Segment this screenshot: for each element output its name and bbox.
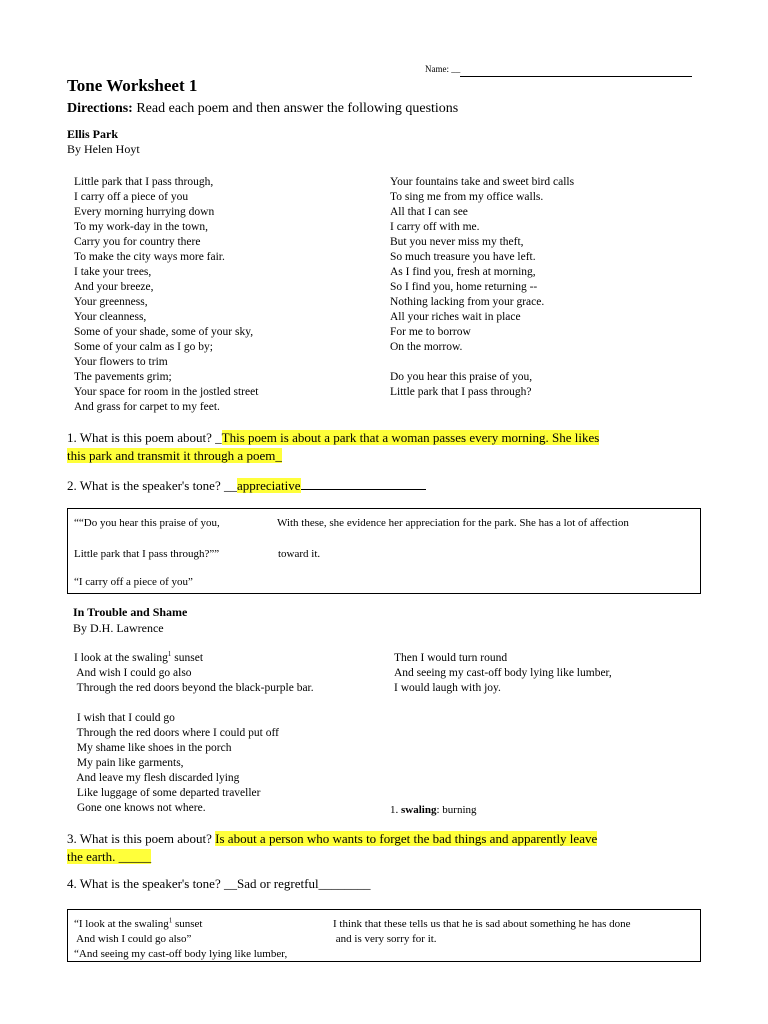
poem-line: My pain like garments, (74, 757, 184, 769)
poem-line: I would laugh with joy. (394, 682, 501, 694)
poem-line: All that I can see (390, 206, 468, 218)
question-2-blank-line (301, 475, 426, 490)
poem-line: So much treasure you have left. (390, 251, 536, 263)
poem-line: Some of your calm as I go by; (74, 341, 213, 353)
poem-line-text: I look at the swaling (74, 652, 168, 664)
question-3 (67, 831, 597, 847)
poem-line: Your space for room in the jostled street (74, 386, 259, 398)
poem-line: Little park that I pass through, (74, 176, 214, 188)
poem-line: Little park that I pass through? (390, 386, 532, 398)
question-2-answer: appreciative (236, 478, 301, 493)
poem-line: I carry off a piece of you (74, 191, 189, 203)
poem2-right-column (394, 651, 612, 696)
poem-line: And your breeze, (74, 281, 154, 293)
name-label: Name: __ (425, 64, 461, 74)
poem1-right-column (390, 175, 574, 400)
poem-line: Then I would turn round (394, 652, 508, 664)
poem-line: Some of your shade, some of your sky, (74, 326, 254, 338)
poem-line: The pavements grim; (74, 371, 172, 383)
poem-line: Your fountains take and sweet bird calls (390, 176, 575, 188)
question-1-answer-line2: this park and transmit it through a poem_ (67, 448, 282, 463)
poem-line: To my work-day in the town, (74, 221, 208, 233)
question-2-prompt: 2. What is the speaker's tone? __ (67, 478, 237, 493)
poem-line: My shame like shoes in the porch (74, 742, 232, 754)
poem2-left-stanza-2 (74, 711, 279, 816)
footnote-marker: 1 (167, 650, 172, 659)
footnote-term: swaling (401, 804, 437, 816)
question-3-continued (67, 849, 151, 865)
directions-label: Directions: (67, 101, 133, 116)
footnote-number: 1. (390, 804, 399, 816)
poem-line: I wish that I could go (74, 712, 175, 724)
question-3-prompt: 3. What is this poem about? (67, 831, 212, 846)
poem-line: Carry you for country there (74, 236, 201, 248)
box1-quote-2: Little park that I pass through?”” (74, 548, 220, 560)
poem1-author: By Helen Hoyt (67, 142, 140, 156)
poem-line: So I find you, home returning -- (390, 281, 538, 293)
question-1-answer-line1: This poem is about a park that a woman passes every morning. She likes (221, 430, 600, 445)
poem-line: All your riches wait in place (390, 311, 521, 323)
evidence-box-2 (67, 909, 701, 962)
poem-line: I carry off with me. (390, 221, 480, 233)
poem-line: Through the red doors where I could put off (74, 727, 279, 739)
box1-explanation-line2: toward it. (278, 548, 321, 560)
question-3-answer-line2: the earth. _____ (67, 849, 152, 864)
poem-line: Your greenness, (74, 296, 148, 308)
box2-explanation-line1: I think that these tells us that he is sad about something he has done (333, 918, 631, 930)
poem-line: I take your trees, (74, 266, 152, 278)
box2-quote-1-text: sunset (172, 918, 203, 930)
poem2-title: In Trouble and Shame (73, 605, 188, 619)
poem-line: Nothing lacking from your grace. (390, 296, 545, 308)
box2-quote-1 (74, 917, 202, 932)
directions (67, 101, 458, 117)
poem-line: And leave my flesh discarded lying (74, 772, 240, 784)
poem-line: On the morrow. (390, 341, 463, 353)
question-1 (67, 430, 599, 446)
poem-line: As I find you, fresh at morning, (390, 266, 536, 278)
question-4: 4. What is the speaker's tone? __Sad or regretful________ (67, 876, 371, 891)
box1-quote-3: “I carry off a piece of you” (74, 576, 193, 588)
box1-explanation-line1: With these, she evidence her appreciation for the park. She has a lot of affection (277, 517, 629, 529)
footnote-marker: 1 (168, 916, 173, 925)
question-1-continued (67, 448, 282, 464)
poem-line: To sing me from my office walls. (390, 191, 544, 203)
poem-line (74, 651, 314, 666)
box2-quote-1-text: “I look at the swaling (74, 918, 169, 930)
poem1-title: Ellis Park (67, 127, 119, 141)
poem-line: And grass for carpet to my feet. (74, 401, 220, 413)
poem2-left-stanza-1 (74, 651, 314, 696)
poem-line: Your flowers to trim (74, 356, 168, 368)
poem-line: To make the city ways more fair. (74, 251, 225, 263)
box2-explanation-line2: and is very sorry for it. (333, 933, 437, 945)
poem-line: Do you hear this praise of you, (390, 371, 533, 383)
box1-quote-1: ““Do you hear this praise of you, (74, 517, 220, 529)
page-title: Tone Worksheet 1 (67, 76, 198, 95)
poem-line (390, 355, 574, 370)
footnote-definition: : burning (436, 804, 477, 816)
poem-line: Like luggage of some departed traveller (74, 787, 261, 799)
evidence-box-1 (67, 508, 701, 594)
poem1-left-column (74, 175, 258, 415)
name-blank-line (460, 65, 692, 77)
box2-quote-2: And wish I could go also” (74, 933, 192, 945)
question-2 (67, 475, 426, 494)
poem-line: Your cleanness, (74, 311, 147, 323)
footnote (390, 803, 477, 818)
question-1-prompt: 1. What is this poem about? _ (67, 430, 222, 445)
poem-line-text: sunset (171, 652, 204, 664)
poem-line: Through the red doors beyond the black-purple bar. (74, 682, 314, 694)
poem2-author: By D.H. Lawrence (73, 621, 164, 635)
name-field (425, 62, 692, 77)
poem-line: And wish I could go also (74, 667, 192, 679)
directions-text: Read each poem and then answer the following questions (136, 101, 459, 116)
question-3-answer-line1: Is about a person who wants to forget the bad things and apparently leave (215, 831, 598, 846)
poem-line: For me to borrow (390, 326, 471, 338)
poem-line: And seeing my cast-off body lying like lumber, (394, 667, 612, 679)
poem-line: Gone one knows not where. (74, 802, 206, 814)
box2-quote-3: “And seeing my cast-off body lying like lumber, (74, 948, 288, 960)
poem-line: Every morning hurrying down (74, 206, 215, 218)
poem-line: But you never miss my theft, (390, 236, 524, 248)
